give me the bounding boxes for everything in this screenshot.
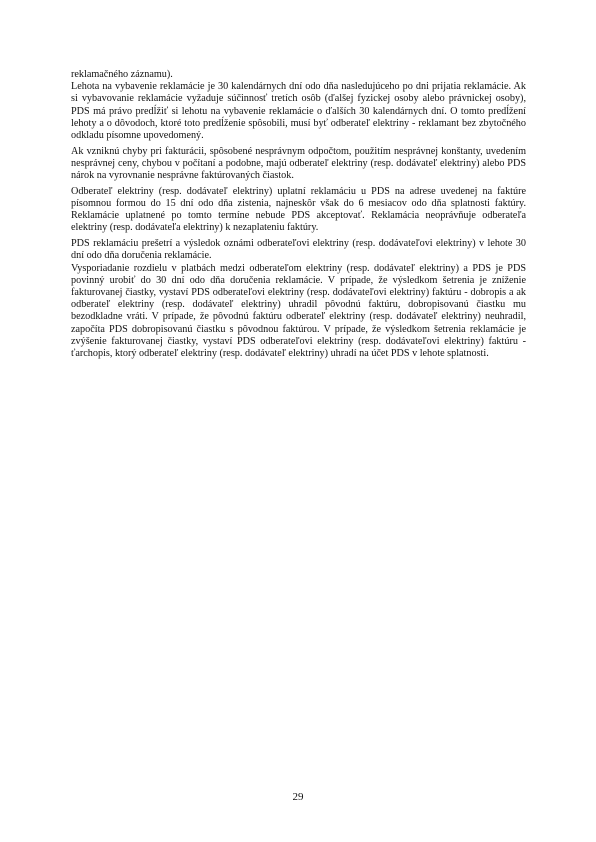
page-number: 29 <box>292 791 304 803</box>
paragraph-complaint-deadline: Lehota na vybavenie reklamácie je 30 kalendárnych dní odo dňa nasledujúceho po dni prijatia reklamácie. Ak si vybavovanie reklamácie vyžaduje súčinnosť tretích osôb (ďalšej fyzickej osoby alebo právnickej osoby), PDS má právo predĺžiť si lehotu na vybavenie reklamácie o ďalších 30 kalendárnych dní. O tomto predĺžení lehoty a o dôvodoch, ktoré toto predĺženie spôsobili, musí byť odberateľ elektriny - reklamant bez zbytočného odkladu písomne upovedomený. <box>71 81 526 142</box>
document-body <box>71 69 526 360</box>
paragraph-settlement: Vysporiadanie rozdielu v platbách medzi odberateľom elektriny (resp. dodávateľ elektriny) a PDS je PDS povinný urobiť do 30 dní odo dňa doručenia reklamácie. V prípade, že výsledkom šetrenia je zníženie fakturovanej čiastky, vystaví PDS odberateľovi elektriny (resp. dodávateľovi elektriny) faktúru - dobropis a ak odberateľ elektriny (resp. dodávateľ elektriny) uhradil pôvodnú faktúru, dobropisovanú čiastku mu bezodkladne vráti. V prípade, že pôvodnú faktúru odberateľ elektriny (resp. dodávateľ elektriny) neuhradil, započíta PDS dobropisovanú čiastku s pôvodnou faktúrou. V prípade, že výsledkom šetrenia reklamácie je zvýšenie fakturovanej čiastky, vystaví PDS odberateľovi elektriny (resp. dodávateľovi elektriny) faktúru - ťarchopis, ktorý odberateľ elektriny (resp. dodávateľ elektriny) uhradí na účet PDS v lehote splatnosti. <box>71 262 526 359</box>
paragraph-continuation: reklamačného záznamu). <box>71 69 173 80</box>
paragraph-investigation: PDS reklamáciu prešetrí a výsledok oznámi odberateľovi elektriny (resp. dodávateľovi elektriny) v lehote 30 dní odo dňa doručenia reklamácie. <box>71 238 526 262</box>
paragraph-complaint-filing: Odberateľ elektriny (resp. dodávateľ elektriny) uplatní reklamáciu u PDS na adrese uvedenej na faktúre písomnou formou do 15 dní odo dňa zistenia, najneskôr však do 6 mesiacov odo dňa splatnosti faktúry. Reklamácie uplatnené po tomto termíne nebude PDS akceptovať. Reklamácia neoprávňuje odberateľa elektriny (resp. dodávateľa elektriny) k nezaplateniu faktúry. <box>71 185 526 234</box>
paragraph-billing-errors: Ak vzniknú chyby pri fakturácii, spôsobené nesprávnym odpočtom, použitím nesprávnej konštanty, uvedením nesprávnej ceny, chybou v počítaní a podobne, majú odberateľ elektriny (resp. dodávateľ elektriny) alebo PDS nárok na vyrovnanie nesprávne faktúrovaných čiastok. <box>71 145 526 182</box>
